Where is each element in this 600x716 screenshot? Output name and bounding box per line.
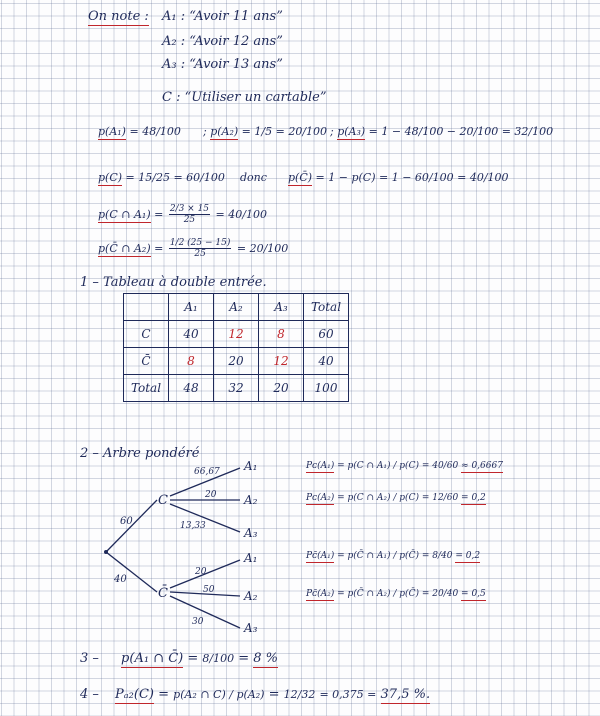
- prob-a3: ; p(A₃) = 1 − 48/100 − 20/100 = 32/100: [330, 125, 554, 138]
- table-header-cell: A₂: [214, 294, 259, 321]
- notation-a2: A₂ : “Avoir 12 ans”: [162, 34, 283, 49]
- tree-leaf-a1: A₁: [244, 551, 258, 565]
- section4-val: 12/32: [283, 688, 316, 701]
- section3-expr: p(A₁ ∩ C̄): [121, 651, 184, 666]
- section4-expr: Pₐ₂(C): [115, 687, 154, 702]
- table-cell: 20: [259, 375, 304, 402]
- prob-a1: p(A₁) = 48/100: [98, 125, 181, 138]
- table-cell: 12: [214, 321, 259, 348]
- notation-c: C : “Utiliser un cartable”: [162, 90, 327, 105]
- section4-dec: = 0,375 =: [319, 688, 377, 701]
- table-cell: 60: [304, 321, 349, 348]
- section3-res: 8 %: [253, 651, 279, 666]
- table-row-label: C: [124, 321, 169, 348]
- section4: 4 – Pₐ₂(C) = p(A₂ ∩ C) / p(A₂) = 12/32 = 0,375 = 37,5 %.: [80, 687, 431, 702]
- section3-label: 3 –: [80, 651, 99, 666]
- notation-a1: A₁ : “Avoir 11 ans”: [162, 9, 283, 24]
- section3: 3 – p(A₁ ∩ C̄) = 8/100 = 8 %: [80, 651, 279, 666]
- tree-leaf-a2: A₂: [244, 493, 258, 507]
- calc-pc-a2: Pᴄ(A₂) = p(C ∩ A₂) / p(C) = 12/60 = 0,2: [306, 493, 486, 503]
- table-row-label: Total: [124, 375, 169, 402]
- table-cell: 8: [169, 348, 214, 375]
- tree-root-dot: [104, 550, 108, 554]
- tree-weight-root-cbar: 40: [114, 574, 127, 585]
- tree-leaf-a1: A₁: [244, 459, 258, 473]
- section4-frac: p(A₂ ∩ C) / p(A₂): [173, 688, 265, 701]
- calc-pcbar-a1: Pᴄ̄(A₁) = p(C̄ ∩ A₁) / p(C̄) = 8/40 = 0,2: [306, 551, 481, 561]
- prob-cbar-inter-a2: p(C̄ ∩ A₂) = $\frac{1/2 (25 - 15)}{25}$ = 20/100: [98, 238, 289, 260]
- table-cell: 12: [259, 348, 304, 375]
- tree-weight-c-a1: 66,67: [194, 467, 220, 477]
- prob-a2: ; p(A₂) = 1/5 = 20/100: [203, 125, 328, 138]
- table-cell: 8: [259, 321, 304, 348]
- prob-c-inter-a1: p(C ∩ A₁) = $\frac{2/3 \times 15}{25}$ = 40/100: [98, 204, 267, 226]
- table-cell: 32: [214, 375, 259, 402]
- tree-node-cbar: C̄: [158, 586, 168, 601]
- tree-leaf-a3: A₃: [244, 526, 258, 540]
- table-cell: 40: [169, 321, 214, 348]
- section1-title: 1 – Tableau à double entrée.: [80, 275, 267, 290]
- tree-weight-cbar-a3: 30: [192, 617, 204, 627]
- tree-weight-cbar-a1: 20: [195, 567, 207, 577]
- section2-title: 2 – Arbre pondéré: [80, 446, 200, 461]
- notation-a3: A₃ : “Avoir 13 ans”: [162, 57, 283, 72]
- prob-donc: donc: [240, 171, 267, 184]
- prob-c: p(C) = 15/25 = 60/100: [98, 171, 225, 184]
- calc-pc-a1: Pᴄ(A₁) = p(C ∩ A₁) / p(C) = 40/60 ≈ 0,6667: [306, 461, 503, 471]
- tree-weight-c-a3: 13,33: [180, 521, 206, 531]
- tree-leaf-a3: A₃: [244, 621, 258, 635]
- tree-weight-root-c: 60: [120, 516, 133, 527]
- tree-node-c: C: [158, 493, 168, 508]
- tree-weight-c-a2: 20: [205, 490, 217, 500]
- table-row-label: C̄: [124, 348, 169, 375]
- table-cell: 40: [304, 348, 349, 375]
- table-cell: 20: [214, 348, 259, 375]
- prob-cbar: p(C̄) = 1 − p(C) = 1 − 60/100 = 40/100: [288, 171, 509, 184]
- calc-pcbar-a2: Pᴄ̄(A₂) = p(C̄ ∩ A₂) / p(C̄) = 20/40 = 0,5: [306, 589, 486, 599]
- table-header-cell: Total: [304, 294, 349, 321]
- section4-label: 4 –: [80, 687, 99, 702]
- notation-intro: On note :: [88, 9, 149, 24]
- section3-frac: 8/100: [202, 652, 235, 665]
- tree-leaf-a2: A₂: [244, 589, 258, 603]
- branch-cbar-a3: [170, 596, 240, 628]
- section4-res: 37,5 %.: [380, 687, 431, 702]
- table-cell: 100: [304, 375, 349, 402]
- tree-weight-cbar-a2: 50: [203, 585, 215, 595]
- branch-root-cbar: [106, 552, 157, 592]
- table-header-cell: A₃: [259, 294, 304, 321]
- table-header-cell: A₁: [169, 294, 214, 321]
- table-cell: 48: [169, 375, 214, 402]
